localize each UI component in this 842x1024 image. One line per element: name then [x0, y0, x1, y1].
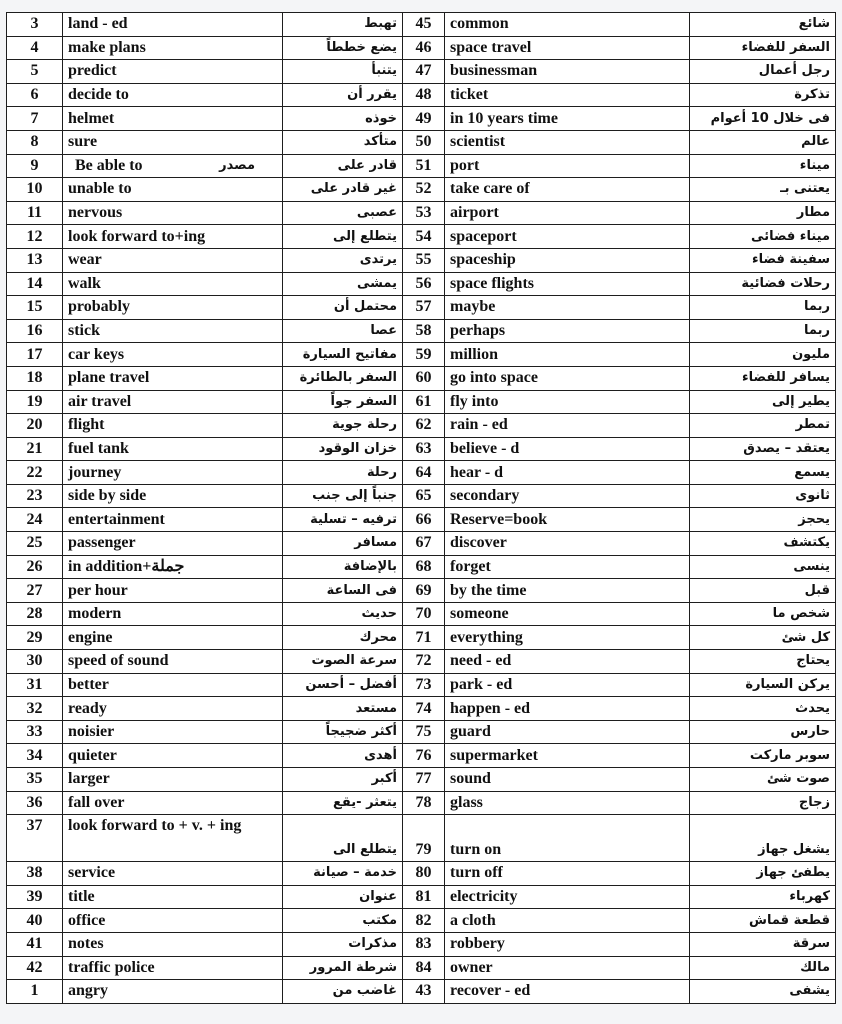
right-english-cell: electricity: [445, 885, 690, 909]
right-number-cell: 68: [403, 555, 445, 579]
right-arabic-cell: رحلات فضائية: [690, 272, 836, 296]
left-english-cell: look forward to + v. + ing: [63, 815, 283, 862]
english-term: Be able to: [75, 156, 143, 174]
table-row: [7, 366, 836, 390]
right-number-cell: 47: [403, 60, 445, 84]
left-number-cell: 18: [7, 366, 63, 390]
left-english-cell: side by side: [63, 484, 283, 508]
right-number-cell: 62: [403, 414, 445, 438]
right-english-cell: happen - ed: [445, 697, 690, 721]
table-row: [7, 414, 836, 438]
left-number-cell: 41: [7, 932, 63, 956]
right-english-cell: million: [445, 343, 690, 367]
left-english-cell: look forward to+ing: [63, 225, 283, 249]
right-english-cell: perhaps: [445, 319, 690, 343]
right-english-cell: fly into: [445, 390, 690, 414]
left-arabic-cell: يتعثر -يقع: [283, 791, 403, 815]
right-number-cell: 48: [403, 83, 445, 107]
table-row: [7, 390, 836, 414]
right-number-cell: 45: [403, 13, 445, 37]
left-number-cell: 11: [7, 201, 63, 225]
table-row: [7, 673, 836, 697]
left-number-cell: 40: [7, 909, 63, 933]
left-english-cell: stick: [63, 319, 283, 343]
right-english-cell: businessman: [445, 60, 690, 84]
left-english-cell: flight: [63, 414, 283, 438]
right-number-cell: 76: [403, 744, 445, 768]
table-row: [7, 932, 836, 956]
left-english-cell: noisier: [63, 720, 283, 744]
table-row: [7, 484, 836, 508]
left-number-cell: 14: [7, 272, 63, 296]
table-row: [7, 532, 836, 556]
right-english-cell: port: [445, 154, 690, 178]
right-arabic-cell: يركن السيارة: [690, 673, 836, 697]
right-english-cell: robbery: [445, 932, 690, 956]
right-english-cell: rain - ed: [445, 414, 690, 438]
table-row: [7, 579, 836, 603]
right-arabic-cell: ميناء: [690, 154, 836, 178]
left-english-cell: probably: [63, 296, 283, 320]
right-number-cell: 70: [403, 602, 445, 626]
left-number-cell: 33: [7, 720, 63, 744]
right-english-cell: space travel: [445, 36, 690, 60]
right-number-cell: 49: [403, 107, 445, 131]
table-row: [7, 909, 836, 933]
left-number-cell: 31: [7, 673, 63, 697]
right-arabic-cell: زجاج: [690, 791, 836, 815]
vocabulary-table: [6, 12, 836, 1004]
left-number-cell: 1: [7, 980, 63, 1004]
right-number-cell: 72: [403, 650, 445, 674]
left-english-cell: make plans: [63, 36, 283, 60]
table-row: [7, 225, 836, 249]
table-row: [7, 201, 836, 225]
table-row: [7, 602, 836, 626]
right-english-cell: scientist: [445, 130, 690, 154]
table-row: [7, 437, 836, 461]
right-arabic-cell: تمطر: [690, 414, 836, 438]
table-row: [7, 720, 836, 744]
table-row: [7, 626, 836, 650]
right-arabic-cell: كهرباء: [690, 885, 836, 909]
right-number-cell: 59: [403, 343, 445, 367]
right-number-cell: 69: [403, 579, 445, 603]
right-arabic-cell: سفينة فضاء: [690, 248, 836, 272]
table-row: [7, 508, 836, 532]
right-english-cell: sound: [445, 768, 690, 792]
right-number-cell: 65: [403, 484, 445, 508]
right-number-cell: 71: [403, 626, 445, 650]
left-number-cell: 16: [7, 319, 63, 343]
left-arabic-cell: يضع خططاً: [283, 36, 403, 60]
right-number-cell: 73: [403, 673, 445, 697]
table-row: [7, 36, 836, 60]
left-arabic-cell: مسافر: [283, 532, 403, 556]
table-row: [7, 296, 836, 320]
right-arabic-cell: سوبر ماركت: [690, 744, 836, 768]
left-english-cell: per hour: [63, 579, 283, 603]
left-english-cell: plane travel: [63, 366, 283, 390]
left-arabic-cell: يتطلع الى: [283, 815, 403, 862]
right-arabic-cell: يشفى: [690, 980, 836, 1004]
left-number-cell: 8: [7, 130, 63, 154]
left-english-cell: air travel: [63, 390, 283, 414]
left-number-cell: 10: [7, 178, 63, 202]
right-english-cell: supermarket: [445, 744, 690, 768]
right-arabic-cell: يطير إلى: [690, 390, 836, 414]
right-number-cell: 81: [403, 885, 445, 909]
right-english-cell: spaceport: [445, 225, 690, 249]
left-english-cell: engine: [63, 626, 283, 650]
right-arabic-cell: يحجز: [690, 508, 836, 532]
right-number-cell: 66: [403, 508, 445, 532]
left-english-cell: journey: [63, 461, 283, 485]
left-english-cell: fall over: [63, 791, 283, 815]
left-english-cell: entertainment: [63, 508, 283, 532]
left-arabic-cell: محرك: [283, 626, 403, 650]
right-number-cell: 84: [403, 956, 445, 980]
table-row: [7, 768, 836, 792]
table-row: [7, 461, 836, 485]
right-english-cell: common: [445, 13, 690, 37]
right-number-cell: 61: [403, 390, 445, 414]
right-english-cell: guard: [445, 720, 690, 744]
right-number-cell: 75: [403, 720, 445, 744]
left-english-cell: title: [63, 885, 283, 909]
table-row: [7, 650, 836, 674]
right-english-cell: believe - d: [445, 437, 690, 461]
right-english-cell: turn off: [445, 862, 690, 886]
table-row: [7, 956, 836, 980]
left-arabic-cell: مكتب: [283, 909, 403, 933]
left-number-cell: 27: [7, 579, 63, 603]
table-row: [7, 13, 836, 37]
right-arabic-cell: يكتشف: [690, 532, 836, 556]
left-arabic-cell: رحلة جوية: [283, 414, 403, 438]
right-number-cell: 79: [403, 815, 445, 862]
left-number-cell: 37: [7, 815, 63, 862]
right-number-cell: 55: [403, 248, 445, 272]
left-number-cell: 9: [7, 154, 63, 178]
left-number-cell: 38: [7, 862, 63, 886]
left-english-cell: larger: [63, 768, 283, 792]
left-arabic-cell: السفر بالطائرة: [283, 366, 403, 390]
right-number-cell: 82: [403, 909, 445, 933]
left-arabic-cell: سرعة الصوت: [283, 650, 403, 674]
left-number-cell: 23: [7, 484, 63, 508]
right-arabic-cell: صوت شئ: [690, 768, 836, 792]
table-row: [7, 885, 836, 909]
left-arabic-cell: عصبى: [283, 201, 403, 225]
table-row: [7, 980, 836, 1004]
left-number-cell: 24: [7, 508, 63, 532]
right-number-cell: 64: [403, 461, 445, 485]
left-arabic-cell: قادر على: [283, 154, 403, 178]
left-arabic-cell: يرتدى: [283, 248, 403, 272]
left-arabic-cell: غاضب من: [283, 980, 403, 1004]
right-number-cell: 58: [403, 319, 445, 343]
right-number-cell: 56: [403, 272, 445, 296]
left-english-cell: ready: [63, 697, 283, 721]
right-english-cell: everything: [445, 626, 690, 650]
right-arabic-cell: تذكرة: [690, 83, 836, 107]
right-arabic-cell: مليون: [690, 343, 836, 367]
left-arabic-cell: ترفيه – تسلية: [283, 508, 403, 532]
left-number-cell: 22: [7, 461, 63, 485]
right-arabic-cell: قطعة قماش: [690, 909, 836, 933]
left-arabic-cell: فى الساعة: [283, 579, 403, 603]
left-number-cell: 36: [7, 791, 63, 815]
vocabulary-table-body: [7, 13, 836, 1004]
left-arabic-cell: بالإضافة: [283, 555, 403, 579]
right-number-cell: 78: [403, 791, 445, 815]
left-english-cell: quieter: [63, 744, 283, 768]
left-arabic-cell: أفضل – أحسن: [283, 673, 403, 697]
left-english-cell: walk: [63, 272, 283, 296]
right-arabic-cell: حارس: [690, 720, 836, 744]
left-arabic-cell: يمشى: [283, 272, 403, 296]
left-number-cell: 29: [7, 626, 63, 650]
grammar-note: مصدر: [219, 157, 255, 173]
table-row: [7, 555, 836, 579]
right-arabic-cell: يعتقد – يصدق: [690, 437, 836, 461]
left-arabic-cell: غير قادر على: [283, 178, 403, 202]
table-row: [7, 154, 836, 178]
table-row: [7, 107, 836, 131]
right-arabic-cell: ميناء فضائى: [690, 225, 836, 249]
right-number-cell: 63: [403, 437, 445, 461]
right-number-cell: 83: [403, 932, 445, 956]
left-number-cell: 32: [7, 697, 63, 721]
left-number-cell: 25: [7, 532, 63, 556]
left-arabic-cell: حديث: [283, 602, 403, 626]
right-arabic-cell: مالك: [690, 956, 836, 980]
left-number-cell: 35: [7, 768, 63, 792]
right-english-cell: someone: [445, 602, 690, 626]
left-english-cell: sure: [63, 130, 283, 154]
right-arabic-cell: فى خلال 10 أعوام: [690, 107, 836, 131]
right-arabic-cell: يطفئ جهاز: [690, 862, 836, 886]
table-row: [7, 60, 836, 84]
left-arabic-cell: تهبط: [283, 13, 403, 37]
left-arabic-cell: يتنبأ: [283, 60, 403, 84]
left-number-cell: 39: [7, 885, 63, 909]
table-row: [7, 272, 836, 296]
right-english-cell: secondary: [445, 484, 690, 508]
left-english-cell: unable to: [63, 178, 283, 202]
right-arabic-cell: شائع: [690, 13, 836, 37]
right-arabic-cell: يشغل جهاز: [690, 815, 836, 862]
left-number-cell: 42: [7, 956, 63, 980]
left-english-cell: notes: [63, 932, 283, 956]
left-arabic-cell: أكبر: [283, 768, 403, 792]
left-arabic-cell: جنباً إلى جنب: [283, 484, 403, 508]
left-arabic-cell: رحلة: [283, 461, 403, 485]
left-number-cell: 3: [7, 13, 63, 37]
right-english-cell: space flights: [445, 272, 690, 296]
left-english-cell: decide to: [63, 83, 283, 107]
table-row: [7, 697, 836, 721]
left-number-cell: 20: [7, 414, 63, 438]
left-english-cell: land - ed: [63, 13, 283, 37]
left-arabic-cell: أكثر ضجيجاً: [283, 720, 403, 744]
left-number-cell: 4: [7, 36, 63, 60]
right-english-cell: Reserve=book: [445, 508, 690, 532]
left-number-cell: 26: [7, 555, 63, 579]
right-english-cell: spaceship: [445, 248, 690, 272]
right-english-cell: discover: [445, 532, 690, 556]
right-arabic-cell: ينسى: [690, 555, 836, 579]
table-row: [7, 248, 836, 272]
left-number-cell: 15: [7, 296, 63, 320]
right-number-cell: 57: [403, 296, 445, 320]
left-arabic-cell: محتمل أن: [283, 296, 403, 320]
right-number-cell: 80: [403, 862, 445, 886]
right-english-cell: turn on: [445, 815, 690, 862]
left-arabic-cell: أهدى: [283, 744, 403, 768]
left-english-cell: traffic police: [63, 956, 283, 980]
left-arabic-cell: مستعد: [283, 697, 403, 721]
left-arabic-cell: خدمة – صيانة: [283, 862, 403, 886]
left-arabic-cell: يقرر أن: [283, 83, 403, 107]
left-number-cell: 19: [7, 390, 63, 414]
left-english-cell: better: [63, 673, 283, 697]
right-english-cell: recover - ed: [445, 980, 690, 1004]
table-row: [7, 815, 836, 862]
right-arabic-cell: قبل: [690, 579, 836, 603]
left-english-cell: predict: [63, 60, 283, 84]
left-english-cell: car keys: [63, 343, 283, 367]
right-arabic-cell: ربما: [690, 319, 836, 343]
table-row: [7, 791, 836, 815]
right-number-cell: 43: [403, 980, 445, 1004]
table-row: [7, 343, 836, 367]
right-number-cell: 60: [403, 366, 445, 390]
right-english-cell: owner: [445, 956, 690, 980]
right-number-cell: 54: [403, 225, 445, 249]
left-english-cell: angry: [63, 980, 283, 1004]
left-arabic-cell: مذكرات: [283, 932, 403, 956]
left-number-cell: 12: [7, 225, 63, 249]
left-english-cell: fuel tank: [63, 437, 283, 461]
left-english-cell: helmet: [63, 107, 283, 131]
left-number-cell: 7: [7, 107, 63, 131]
table-row: [7, 130, 836, 154]
left-number-cell: 17: [7, 343, 63, 367]
right-english-cell: forget: [445, 555, 690, 579]
right-number-cell: 67: [403, 532, 445, 556]
right-arabic-cell: عالم: [690, 130, 836, 154]
left-arabic-cell: خزان الوقود: [283, 437, 403, 461]
left-english-cell: wear: [63, 248, 283, 272]
left-number-cell: 28: [7, 602, 63, 626]
right-arabic-cell: ثانوى: [690, 484, 836, 508]
right-number-cell: 50: [403, 130, 445, 154]
left-number-cell: 30: [7, 650, 63, 674]
right-number-cell: 53: [403, 201, 445, 225]
left-arabic-cell: عصا: [283, 319, 403, 343]
right-english-cell: park - ed: [445, 673, 690, 697]
table-row: [7, 862, 836, 886]
left-arabic-cell: مفاتيح السيارة: [283, 343, 403, 367]
left-english-cell: in addition+جملة: [63, 555, 283, 579]
left-arabic-cell: عنوان: [283, 885, 403, 909]
left-number-cell: 21: [7, 437, 63, 461]
right-english-cell: take care of: [445, 178, 690, 202]
table-row: [7, 744, 836, 768]
left-english-cell: service: [63, 862, 283, 886]
right-arabic-cell: مطار: [690, 201, 836, 225]
right-english-cell: a cloth: [445, 909, 690, 933]
left-number-cell: 6: [7, 83, 63, 107]
left-english-cell: [63, 154, 283, 178]
right-english-cell: in 10 years time: [445, 107, 690, 131]
right-arabic-cell: السفر للفضاء: [690, 36, 836, 60]
right-arabic-cell: كل شئ: [690, 626, 836, 650]
left-arabic-cell: السفر جواً: [283, 390, 403, 414]
right-arabic-cell: يسافر للفضاء: [690, 366, 836, 390]
right-arabic-cell: ربما: [690, 296, 836, 320]
right-english-cell: maybe: [445, 296, 690, 320]
left-arabic-cell: يتطلع إلى: [283, 225, 403, 249]
right-arabic-cell: يعتنى بـ: [690, 178, 836, 202]
left-english-cell: nervous: [63, 201, 283, 225]
right-arabic-cell: يحتاج: [690, 650, 836, 674]
right-number-cell: 52: [403, 178, 445, 202]
right-arabic-cell: شخص ما: [690, 602, 836, 626]
left-number-cell: 5: [7, 60, 63, 84]
left-arabic-cell: شرطة المرور: [283, 956, 403, 980]
left-number-cell: 13: [7, 248, 63, 272]
right-english-cell: glass: [445, 791, 690, 815]
table-row: [7, 83, 836, 107]
right-english-cell: airport: [445, 201, 690, 225]
right-english-cell: hear - d: [445, 461, 690, 485]
table-row: [7, 319, 836, 343]
left-english-cell: passenger: [63, 532, 283, 556]
left-english-cell: speed of sound: [63, 650, 283, 674]
right-number-cell: 77: [403, 768, 445, 792]
right-arabic-cell: يحدث: [690, 697, 836, 721]
right-english-cell: ticket: [445, 83, 690, 107]
right-english-cell: by the time: [445, 579, 690, 603]
right-english-cell: need - ed: [445, 650, 690, 674]
left-arabic-cell: خوذه: [283, 107, 403, 131]
left-english-cell: modern: [63, 602, 283, 626]
right-english-cell: go into space: [445, 366, 690, 390]
right-arabic-cell: سرقة: [690, 932, 836, 956]
left-number-cell: 34: [7, 744, 63, 768]
left-arabic-cell: متأكد: [283, 130, 403, 154]
left-english-cell: office: [63, 909, 283, 933]
table-row: [7, 178, 836, 202]
right-arabic-cell: رجل أعمال: [690, 60, 836, 84]
right-arabic-cell: يسمع: [690, 461, 836, 485]
right-number-cell: 51: [403, 154, 445, 178]
right-number-cell: 74: [403, 697, 445, 721]
right-number-cell: 46: [403, 36, 445, 60]
